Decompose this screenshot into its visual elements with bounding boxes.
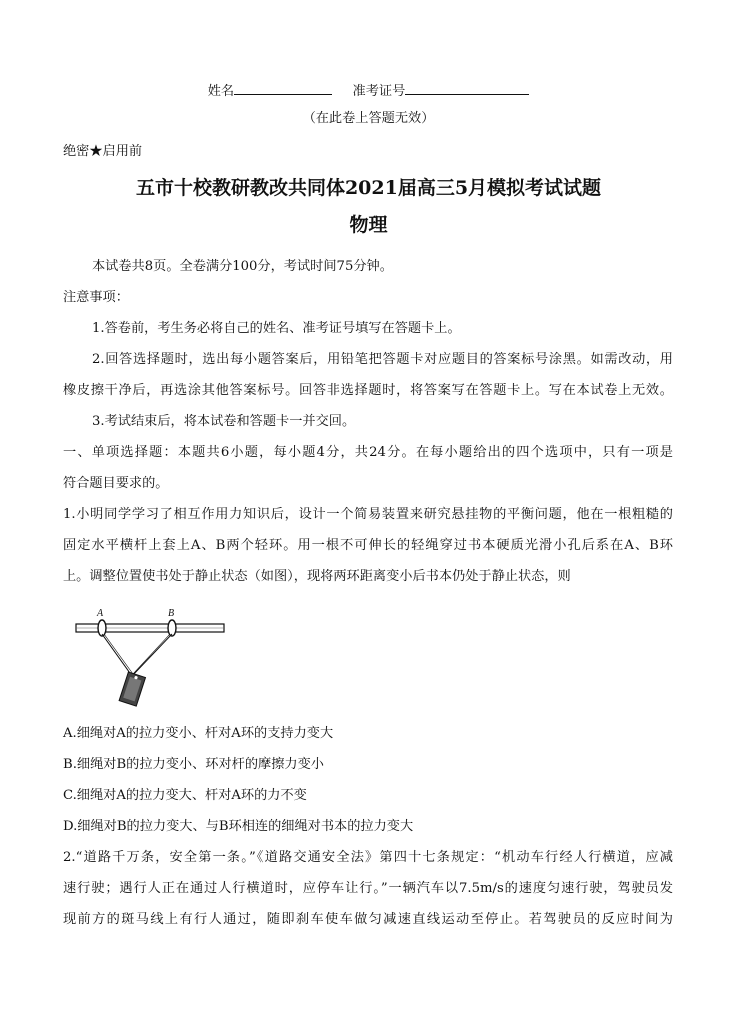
notice-2-cont: 橡皮擦干净后，再选涂其他答案标号。回答非选择题时，将答案写在答题卡上。写在本试卷上无效。 bbox=[63, 383, 673, 398]
notice-heading: 注意事项： bbox=[63, 290, 129, 305]
section-heading-cont: 符合题目要求的。 bbox=[63, 476, 169, 491]
invalid-note: （在此卷上答题无效） bbox=[302, 111, 435, 126]
notice-3: 3.考试结束后，将本试卷和答题卡一并交回。 bbox=[92, 414, 356, 429]
q1-figure bbox=[70, 604, 230, 714]
q1-text-line-2: 固定水平横杆上套上A、B两个轻环。用一根不可伸长的轻绳穿过书本硬质光滑小孔后系在A、B环 bbox=[63, 538, 673, 553]
q1-option-a: A.细绳对A的拉力变小、杆对A环的支持力变大 bbox=[63, 726, 334, 741]
q1-text-line-3: 上。调整位置使书处于静止状态（如图），现将两环距离变小后书本仍处于静止状态，则 bbox=[63, 569, 571, 584]
q2-text-line-3: 现前方的斑马线上有行人通过，随即刹车使车做匀减速直线运动至停止。若驾驶员的反应时间为 bbox=[63, 912, 673, 927]
notice-2: 2.回答选择题时，选出每小题答案后，用铅笔把答题卡对应题目的答案标号涂黑。如需改动，用 bbox=[92, 352, 673, 367]
notice-1: 1.答卷前，考生务必将自己的姓名、准考证号填写在答题卡上。 bbox=[92, 321, 461, 336]
ring-a bbox=[98, 620, 106, 636]
ring-b bbox=[168, 620, 176, 636]
name-blank bbox=[234, 80, 332, 95]
q1-text-line-1: 1.小明同学学习了相互作用力知识后，设计一个简易装置来研究悬挂物的平衡问题，他在一根粗糙的 bbox=[63, 507, 673, 522]
book bbox=[119, 672, 145, 706]
q2-text-line-1: 2.“道路千万条，安全第一条。”《道路交通安全法》第四十七条规定：“机动车行经人行横道，应减 bbox=[63, 850, 673, 865]
label-b: B bbox=[168, 608, 175, 619]
section-heading: 一、单项选择题：本题共6小题，每小题4分，共24分。在每小题给出的四个选项中，只有一项是 bbox=[63, 445, 673, 460]
name-label: 姓名 bbox=[207, 84, 235, 99]
q2-text-line-2: 速行驶；遇行人正在通过人行横道时，应停车让行。”一辆汽车以7.5m/s的速度匀速行驶，驾驶员发 bbox=[63, 881, 673, 896]
subject-title: 物理 bbox=[349, 214, 388, 236]
intro-text: 本试卷共8页。全卷满分100分，考试时间75分钟。 bbox=[92, 259, 393, 274]
label-a: A bbox=[97, 608, 104, 619]
q1-option-b: B.细绳对B的拉力变小、环对杆的摩擦力变小 bbox=[63, 757, 324, 772]
exam-id-label: 准考证号 bbox=[352, 84, 406, 99]
exam-id-blank bbox=[405, 80, 529, 95]
q1-option-c: C.细绳对A的拉力变大、杆对A环的力不变 bbox=[63, 788, 307, 803]
secret-mark: 绝密★启用前 bbox=[63, 144, 143, 159]
rope-b bbox=[132, 634, 172, 676]
rope-a bbox=[102, 634, 132, 676]
candidate-info-row bbox=[0, 80, 737, 101]
exam-title: 五市十校教研教改共同体2021届高三5月模拟考试试题 bbox=[135, 177, 602, 199]
q1-option-d: D.细绳对B的拉力变大、与B环相连的细绳对书本的拉力变大 bbox=[63, 819, 414, 834]
